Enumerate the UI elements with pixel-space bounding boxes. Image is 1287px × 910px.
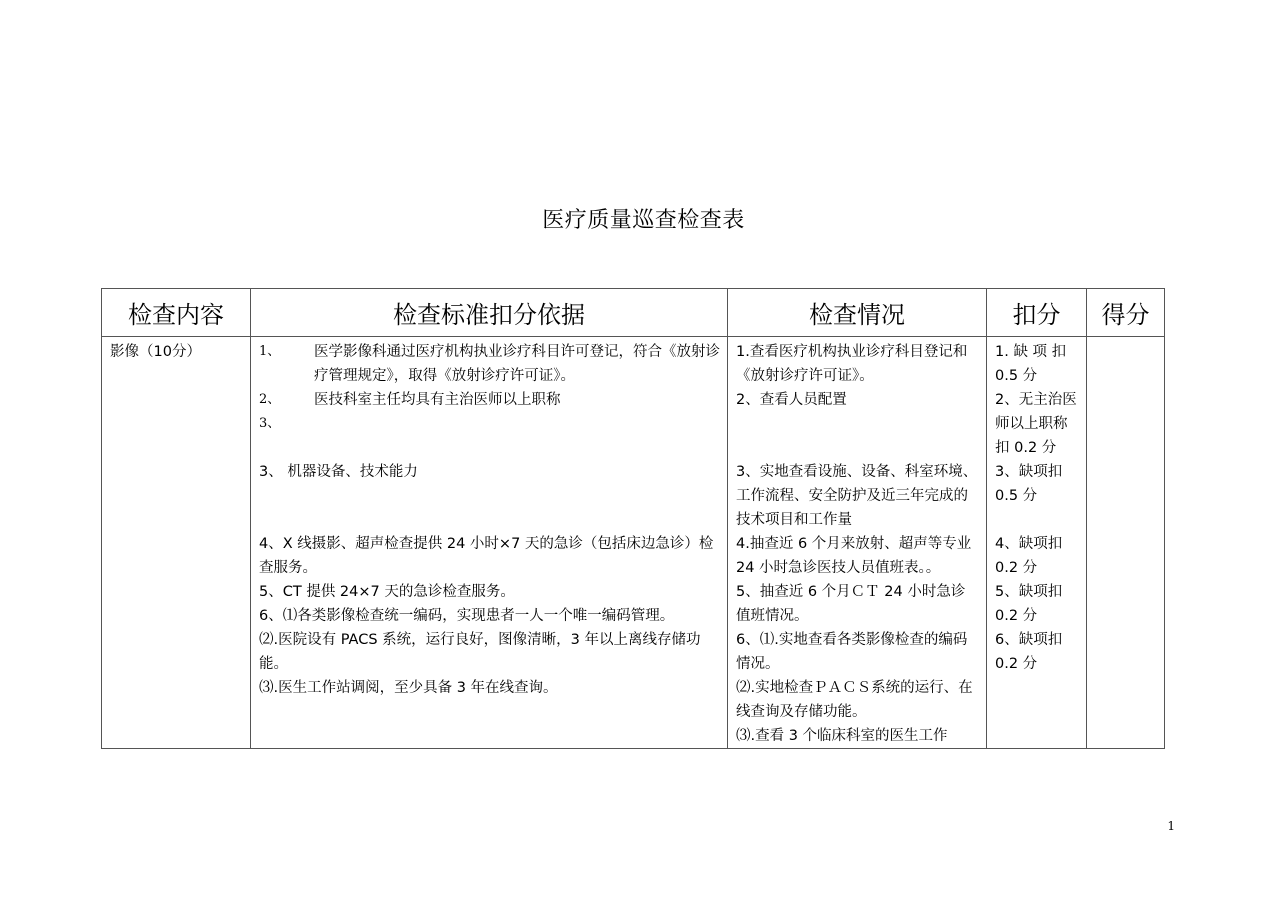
cell-score bbox=[1087, 337, 1165, 749]
standard-line-4: 4、X 线摄影、超声检查提供 24 小时×7 天的急诊（包括床边急诊）检查服务。 bbox=[259, 536, 714, 576]
cell-standard bbox=[251, 337, 728, 749]
header-deduction: 扣分 bbox=[987, 289, 1087, 337]
situation-line-6: 6、⑴.实地查看各类影像检查的编码情况。 bbox=[736, 632, 968, 672]
standard-line-6: 6、⑴各类影像检查统一编码，实现患者一人一个唯一编码管理。 bbox=[259, 608, 675, 624]
header-content: 检查内容 bbox=[102, 289, 251, 337]
standard-item-1 bbox=[259, 340, 720, 388]
situation-line-5: 5、抽查近 6 个月ＣＴ 24 小时急诊值班情况。 bbox=[736, 584, 966, 624]
deduction-line-2: 2、无主治医师以上职称扣 0.2 分 bbox=[995, 392, 1077, 456]
situation-line-7: ⑵.实地检查ＰＡＣＳ系统的运行、在线查询及存储功能。 bbox=[736, 680, 973, 720]
standard-item-3 bbox=[259, 412, 720, 436]
situation-line-3: 3、实地查看设施、设备、科室环境、工作流程、安全防护及近三年完成的技术项目和工作量 bbox=[736, 464, 978, 528]
situation-line-8: ⑶.查看 3 个临床科室的医生工作 bbox=[736, 728, 948, 744]
situation-line-4: 4.抽查近 6 个月来放射、超声等专业 24 小时急诊医技人员值班表。。 bbox=[736, 536, 972, 576]
situation-line-1: 1.查看医疗机构执业诊疗科目登记和《放射诊疗许可证》。 bbox=[736, 344, 968, 384]
situation-line-2: 2、查看人员配置 bbox=[736, 392, 847, 408]
header-score: 得分 bbox=[1087, 289, 1165, 337]
table-row bbox=[102, 337, 1165, 749]
cell-situation bbox=[728, 337, 987, 749]
standard-item-3-num: 3、 bbox=[259, 416, 281, 431]
standard-item-3-text bbox=[314, 412, 720, 436]
standard-item-2-num: 2、 bbox=[259, 392, 281, 407]
deduction-line-1: 1. 缺 项 扣 0.5 分 bbox=[995, 344, 1067, 384]
header-standard: 检查标准扣分依据 bbox=[251, 289, 728, 337]
deduction-line-5: 5、缺项扣 0.2 分 bbox=[995, 584, 1063, 624]
content-label: 影像（10分） bbox=[110, 344, 201, 360]
standard-line-8: ⑶.医生工作站调阅，至少具备 3 年在线查询。 bbox=[259, 680, 558, 696]
standard-line-3: 3、 机器设备、技术能力 bbox=[259, 464, 418, 480]
standard-line-5: 5、CT 提供 24×7 天的急诊检查服务。 bbox=[259, 584, 515, 600]
cell-content bbox=[102, 337, 251, 749]
deduction-line-6: 6、缺项扣 0.2 分 bbox=[995, 632, 1063, 672]
standard-line-7: ⑵.医院设有 PACS 系统，运行良好，图像清晰，3 年以上离线存储功能。 bbox=[259, 632, 701, 672]
standard-item-1-num: 1、 bbox=[259, 344, 281, 359]
page-number: 1 bbox=[1167, 819, 1175, 833]
cell-deduction bbox=[987, 337, 1087, 749]
inspection-table bbox=[101, 288, 1165, 749]
header-situation: 检查情况 bbox=[728, 289, 987, 337]
standard-item-2 bbox=[259, 388, 720, 412]
deduction-line-3: 3、缺项扣 0.5 分 bbox=[995, 464, 1063, 504]
table-header-row bbox=[102, 289, 1165, 337]
standard-item-1-text: 医学影像科通过医疗机构执业诊疗科目许可登记，符合《放射诊疗管理规定》，取得《放射诊疗许可证》。 bbox=[314, 344, 720, 384]
page-title: 医疗质量巡查检查表 bbox=[542, 208, 745, 233]
deduction-line-4: 4、缺项扣 0.2 分 bbox=[995, 536, 1063, 576]
standard-item-2-text: 医技科室主任均具有主治医师以上职称 bbox=[314, 392, 561, 408]
